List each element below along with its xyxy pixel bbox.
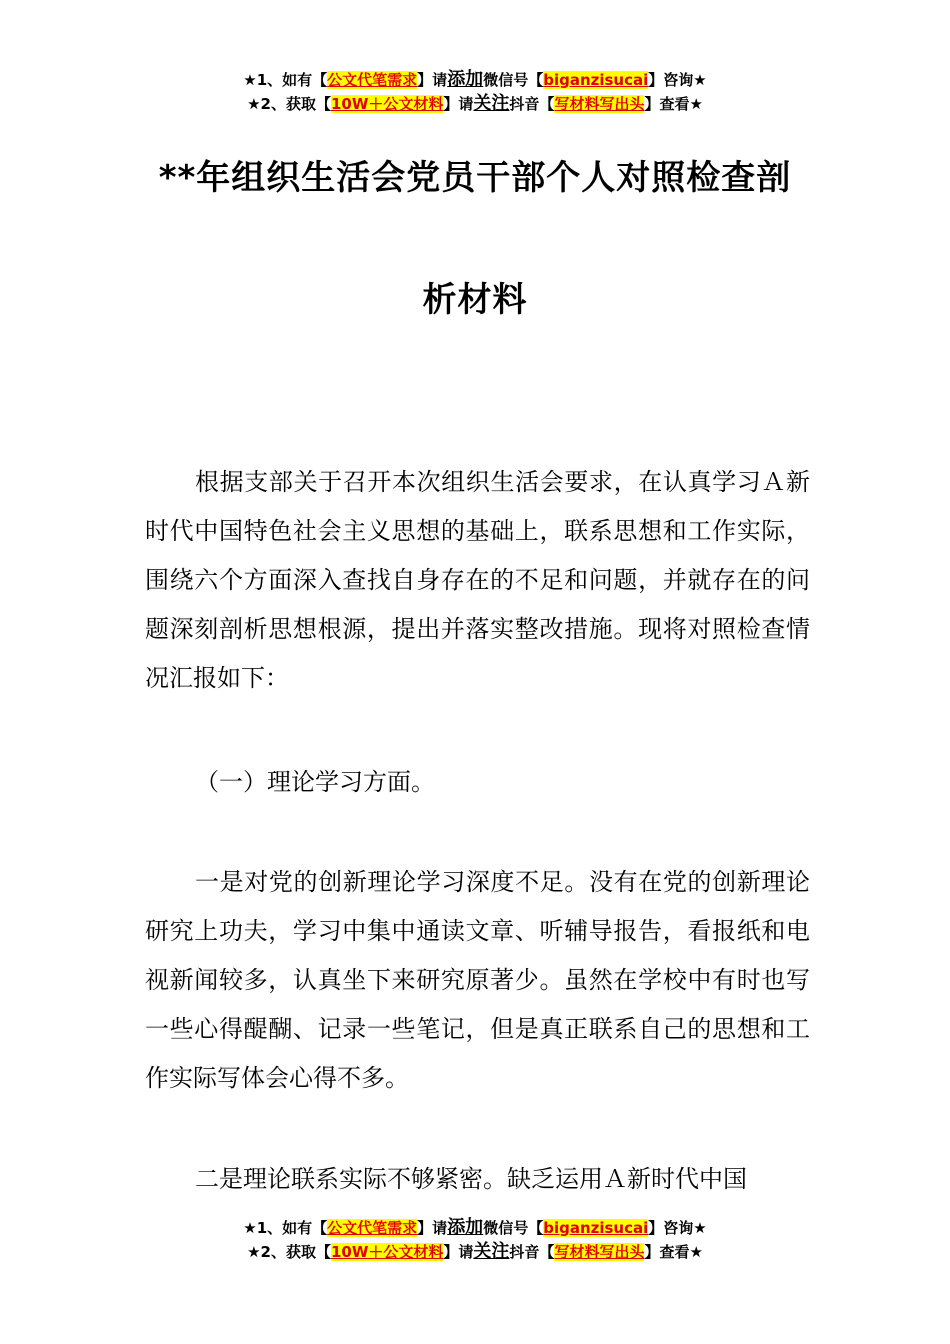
promo-text: 微信号【 (483, 71, 544, 89)
highlight-service: 公文代笔需求 (327, 1219, 418, 1237)
highlight-douyin: 写材料写出头 (554, 95, 645, 113)
promo-text: 】请 (443, 1243, 474, 1261)
promo-line-1 (0, 68, 950, 92)
promo-text: 】咨询★ (648, 71, 707, 89)
promo-line-1 (0, 1216, 950, 1240)
promo-text: 】请 (417, 1219, 448, 1237)
promo-text: 】请 (417, 71, 448, 89)
promo-text: 微信号【 (483, 1219, 544, 1237)
intro-paragraph: 根据支部关于召开本次组织生活会要求，在认真学习Ａ新时代中国特色社会主义思想的基础上，联系思想和工作实际，围绕六个方面深入查找自身存在的不足和问题，并就存在的问题深刻剖析思想根源，提出并落实整改措施。现将对照检查情况汇报如下： (145, 468, 810, 692)
promo-banner-top (0, 68, 950, 116)
promo-text: 抖音【 (509, 1243, 555, 1261)
promo-text: ★1、如有【 (243, 71, 328, 89)
promo-text: ★2、获取【 (247, 1243, 331, 1261)
document-title-line-1: **年组织生活会党员干部个人对照检查剖 (158, 158, 792, 198)
promo-text: 】查看★ (644, 1243, 703, 1261)
point-paragraph-2: 二是理论联系实际不够紧密。缺乏运用Ａ新时代中国 (195, 1165, 747, 1193)
point-paragraph-1: 一是对党的创新理论学习深度不足。没有在党的创新理论研究上功夫，学习中集中通读文章、听辅导报告，看报纸和电视新闻较多，认真坐下来研究原著少。虽然在学校中有时也写一些心得醍醐、记录一些笔记，但是真正联系自己的思想和工作实际写体会心得不多。 (145, 868, 810, 1092)
document-title-line-2: 析材料 (422, 280, 528, 320)
promo-emphasis: 关注 (473, 93, 510, 114)
promo-text: 】咨询★ (648, 1219, 707, 1237)
promo-text: 抖音【 (509, 95, 555, 113)
promo-emphasis: 添加 (447, 1217, 484, 1238)
promo-banner-bottom (0, 1216, 950, 1264)
promo-emphasis: 关注 (473, 1241, 510, 1262)
highlight-materials: 10W＋公文材料 (330, 95, 444, 113)
promo-text: 】查看★ (644, 95, 703, 113)
promo-text: ★1、如有【 (243, 1219, 328, 1237)
highlight-materials: 10W＋公文材料 (330, 1243, 444, 1261)
highlight-wechat-id: biganzisucai (543, 71, 649, 89)
highlight-service: 公文代笔需求 (327, 71, 418, 89)
promo-line-2 (0, 1240, 950, 1264)
promo-line-2 (0, 92, 950, 116)
promo-text: ★2、获取【 (247, 95, 331, 113)
promo-emphasis: 添加 (447, 69, 484, 90)
highlight-wechat-id: biganzisucai (543, 1219, 649, 1237)
highlight-douyin: 写材料写出头 (554, 1243, 645, 1261)
promo-text: 】请 (443, 95, 474, 113)
section-heading: （一）理论学习方面。 (195, 768, 435, 796)
